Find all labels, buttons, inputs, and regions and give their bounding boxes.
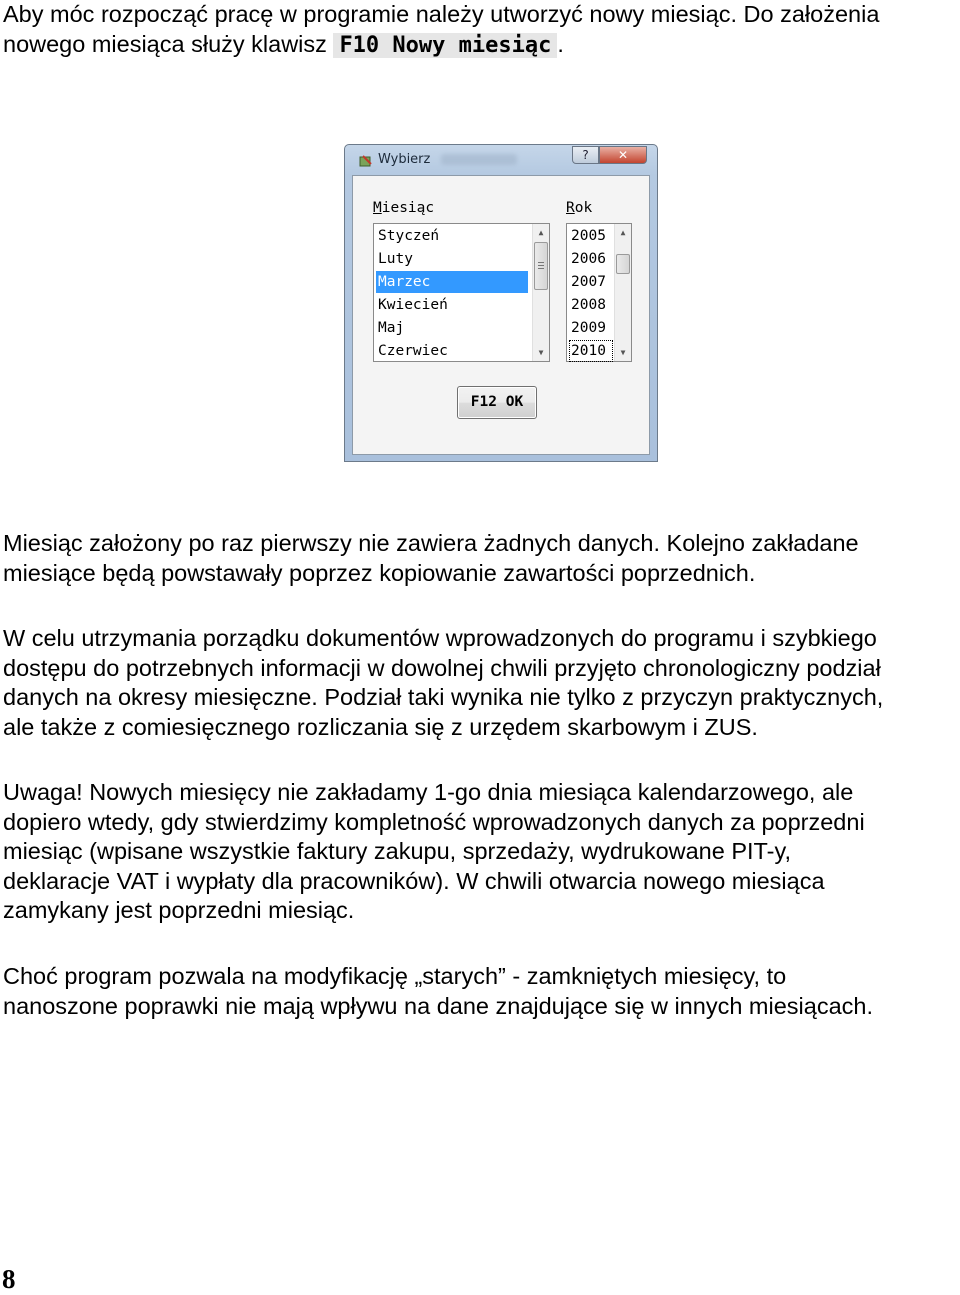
help-button[interactable]: ? — [572, 146, 599, 164]
grip-line — [538, 265, 544, 266]
month-scroll-thumb[interactable] — [534, 242, 548, 290]
dialog-client-area — [352, 175, 650, 455]
month-listbox[interactable] — [373, 223, 550, 362]
intro-line-2-suffix: . — [557, 30, 564, 57]
paragraph-2 — [3, 624, 883, 742]
year-item[interactable]: 2009 — [571, 320, 606, 336]
paragraph-line: miesiąc (wpisane wszystkie faktury zakupu, sprzedaży, wydrukowane PIT-y, — [3, 838, 791, 864]
scroll-down-arrow-icon[interactable]: ▼ — [538, 348, 544, 357]
scroll-up-arrow-icon[interactable]: ▲ — [620, 228, 626, 237]
month-label-accelerator: M — [373, 200, 382, 216]
paragraph-line: W celu utrzymania porządku dokumentów wprowadzonych do programu i szybkiego — [3, 625, 877, 651]
year-item-selected[interactable]: 2010 — [569, 340, 613, 362]
intro-line-2 — [3, 30, 879, 61]
intro-line-1: Aby móc rozpocząć pracę w programie należy utworzyć nowy miesiąc. Do założenia — [3, 1, 880, 27]
year-label-text: ok — [574, 200, 593, 216]
year-item[interactable]: 2007 — [571, 274, 606, 290]
year-scroll-thumb[interactable] — [616, 254, 630, 274]
paragraph-line: ale także z comiesięcznego rozliczania się z urzędem skarbowym i ZUS. — [3, 713, 758, 740]
paragraph-line: Miesiąc założony po raz pierwszy nie zawiera żadnych danych. Kolejno zakładane — [3, 530, 859, 556]
new-month-key-label: F10 Nowy miesiąc — [333, 33, 557, 58]
paragraph-line: Uwaga! Nowych miesięcy nie zakładamy 1-go dnia miesiąca kalendarzowego, ale — [3, 779, 854, 805]
paragraph-3 — [3, 778, 865, 926]
intro-line-2-prefix: nowego miesiąca służy klawisz — [3, 30, 327, 57]
dialog-title: Wybierz — [378, 152, 431, 167]
close-button[interactable]: ✕ — [599, 146, 647, 164]
month-item[interactable]: Luty — [378, 251, 413, 267]
grip-line — [538, 268, 544, 269]
month-item[interactable]: Czerwiec — [378, 343, 448, 359]
paragraph-1 — [3, 529, 859, 588]
month-label — [373, 200, 434, 216]
select-month-dialog — [344, 144, 658, 462]
paragraph-line: zamykany jest poprzedni miesiąc. — [3, 897, 355, 923]
blurred-title-detail — [441, 154, 517, 165]
page-number: 8 — [2, 1264, 16, 1294]
year-label — [566, 200, 592, 216]
grip-line — [538, 262, 544, 263]
paragraph-line: dopiero wtedy, gdy stwierdzimy kompletność wprowadzonych danych za poprzedni — [3, 808, 865, 835]
paragraph-line: deklaracje VAT i wypłaty dla pracowników). W chwili otwarcia nowego miesiąca — [3, 867, 825, 894]
year-scrollbar[interactable] — [614, 224, 631, 361]
paragraph-line: nanoszone poprawki nie mają wpływu na dane znajdujące się w innych miesiącach. — [3, 992, 873, 1019]
month-item[interactable]: Kwiecień — [378, 297, 448, 313]
month-item[interactable]: Styczeń — [378, 228, 440, 244]
month-item-selected[interactable]: Marzec — [376, 271, 528, 293]
paragraph-4 — [3, 962, 873, 1021]
year-item[interactable]: 2005 — [571, 228, 606, 244]
intro-paragraph — [3, 0, 879, 60]
month-item[interactable]: Maj — [378, 320, 405, 336]
paragraph-line: danych na okresy miesięczne. Podział taki wynika nie tylko z przyczyn praktycznych, — [3, 684, 884, 710]
year-label-accelerator: R — [566, 200, 575, 216]
scroll-up-arrow-icon[interactable]: ▲ — [538, 228, 544, 237]
paragraph-line: dostępu do potrzebnych informacji w dowolnej chwili przyjęto chronologiczny podział — [3, 654, 881, 681]
month-label-text: iesiąc — [381, 200, 435, 216]
month-scrollbar[interactable] — [532, 224, 549, 361]
year-listbox[interactable] — [566, 223, 632, 362]
year-item[interactable]: 2006 — [571, 251, 606, 267]
scroll-down-arrow-icon[interactable]: ▼ — [620, 348, 626, 357]
ok-button[interactable]: F12 OK — [457, 386, 537, 419]
paragraph-line: miesiące będą powstawały poprzez kopiowanie zawartości poprzednich. — [3, 559, 756, 586]
app-icon — [359, 154, 373, 168]
year-item[interactable]: 2008 — [571, 297, 606, 313]
paragraph-line: Choć program pozwala na modyfikację „starych” - zamkniętych miesięcy, to — [3, 963, 787, 989]
